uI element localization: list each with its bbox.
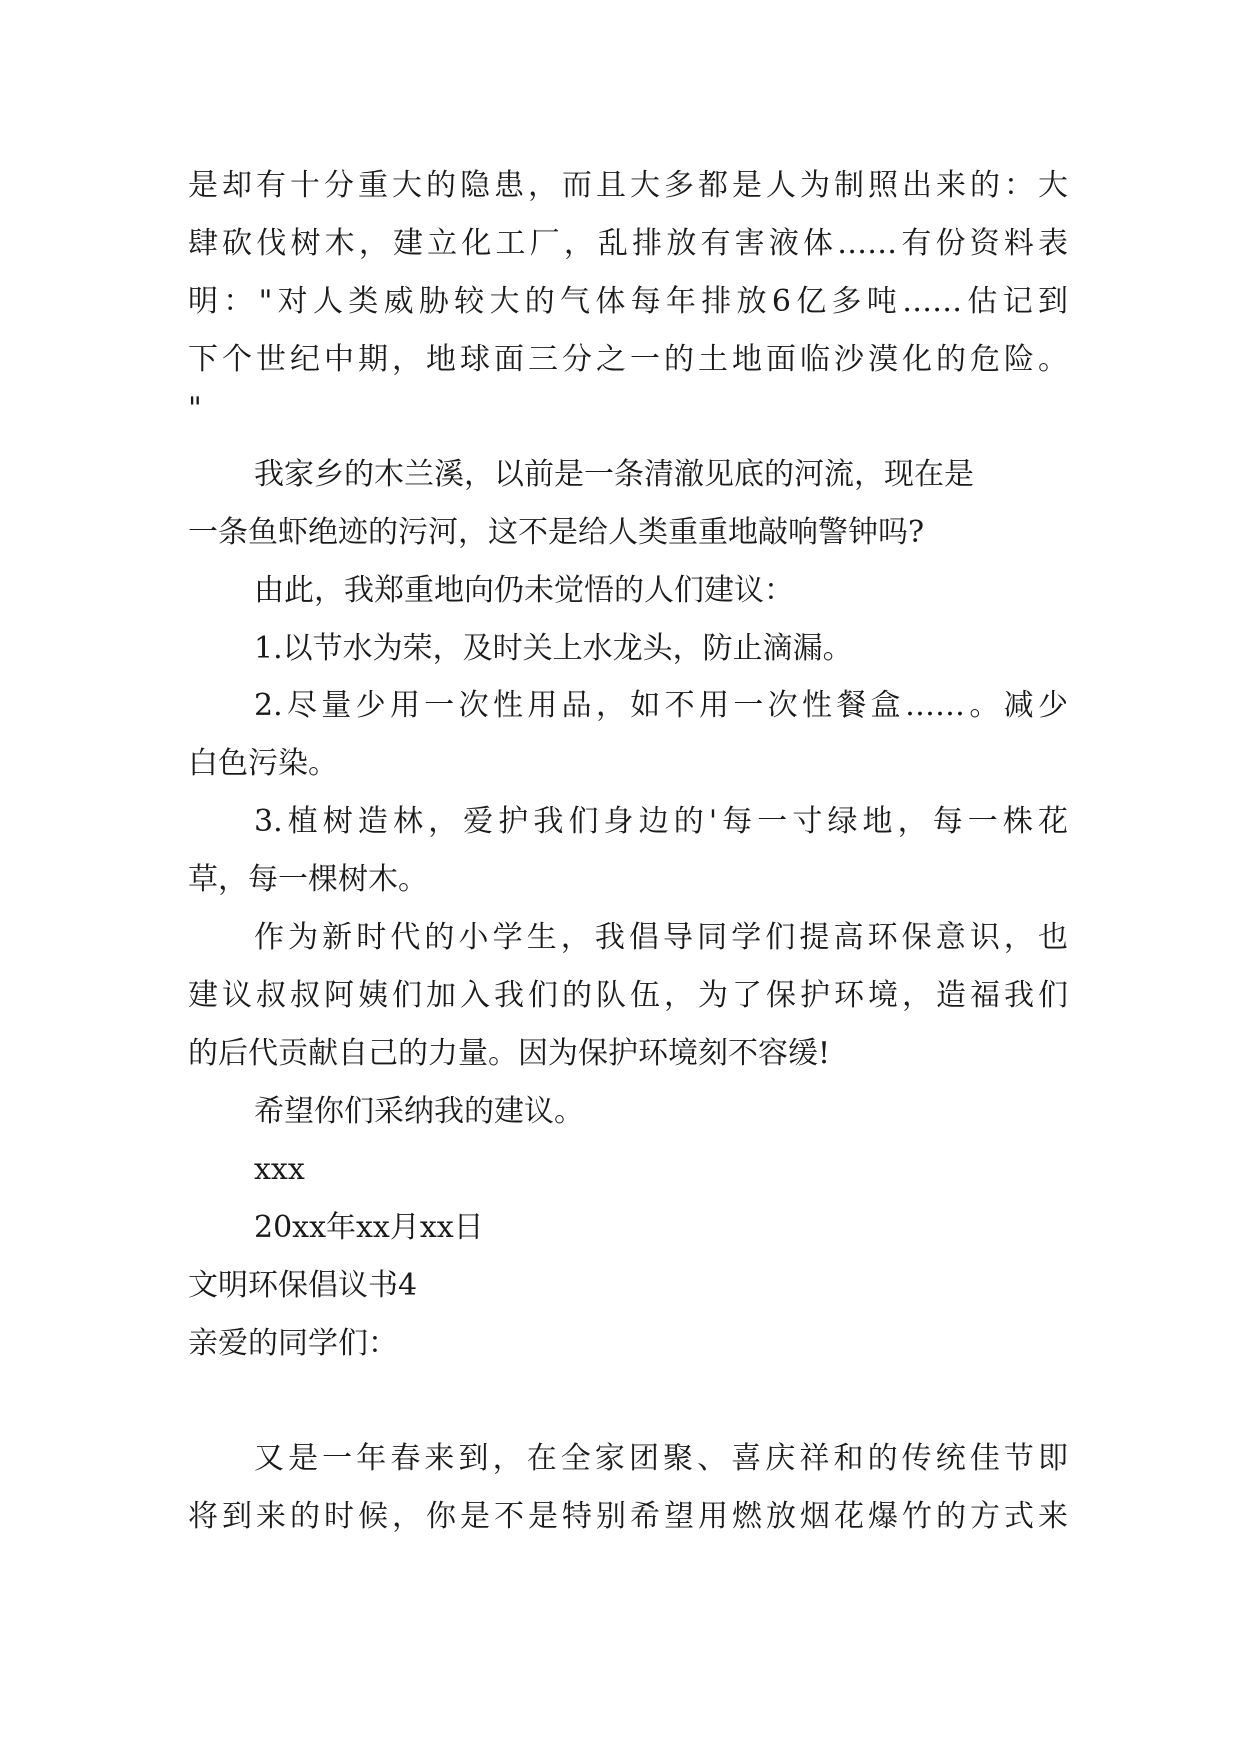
paragraph-first-line: 作为新时代的小学生，我倡导同学们提高环保意识，也 xyxy=(254,920,1068,955)
body-text-line: 白色污染。 xyxy=(188,746,338,781)
paragraph-first-line: 由此，我郑重地向仍未觉悟的人们建议： xyxy=(254,573,794,608)
body-text-line: 的后代贡献自己的力量。因为保护环境刻不容缓! xyxy=(188,1036,831,1071)
section-title: 文明环保倡议书4 xyxy=(188,1268,418,1303)
signature-name: xxx xyxy=(254,1152,305,1187)
list-item-1: 1.以节水为荣，及时关上水龙头，防止滴漏。 xyxy=(254,631,853,666)
list-item-2: 2.尽量少用一次性用品，如不用一次性餐盒……。减少 xyxy=(254,688,1068,723)
body-text-line: 是却有十分重大的隐患，而且大多都是人为制照出来的：大 xyxy=(188,168,1068,203)
body-text-line: " xyxy=(188,391,202,426)
body-text-line: 将到来的时候，你是不是特别希望用燃放烟花爆竹的方式来 xyxy=(188,1499,1068,1534)
body-text-line: 一条鱼虾绝迹的污河，这不是给人类重重地敲响警钟吗? xyxy=(188,515,925,550)
paragraph-first-line: 又是一年春来到，在全家团聚、喜庆祥和的传统佳节即 xyxy=(254,1441,1068,1476)
salutation: 亲爱的同学们： xyxy=(188,1326,398,1361)
body-text-line: 下个世纪中期，地球面三分之一的土地面临沙漠化的危险。 xyxy=(188,342,1068,377)
body-text-line: 建议叔叔阿姨们加入我们的队伍，为了保护环境，造福我们 xyxy=(188,978,1068,1013)
body-text-line: 明："对人类威胁较大的气体每年排放6亿多吨……估记到 xyxy=(188,284,1068,319)
list-item-3: 3.植树造林，爱护我们身边的'每一寸绿地，每一株花 xyxy=(254,804,1068,839)
closing-line: 希望你们采纳我的建议。 xyxy=(254,1094,584,1129)
signature-date: 20xx年xx月xx日 xyxy=(254,1210,484,1245)
paragraph-first-line: 我家乡的木兰溪，以前是一条清澈见底的河流，现在是 xyxy=(254,457,974,492)
body-text-line: 草，每一棵树木。 xyxy=(188,862,428,897)
body-text-line: 肆砍伐树木，建立化工厂，乱排放有害液体……有份资料表 xyxy=(188,226,1068,261)
